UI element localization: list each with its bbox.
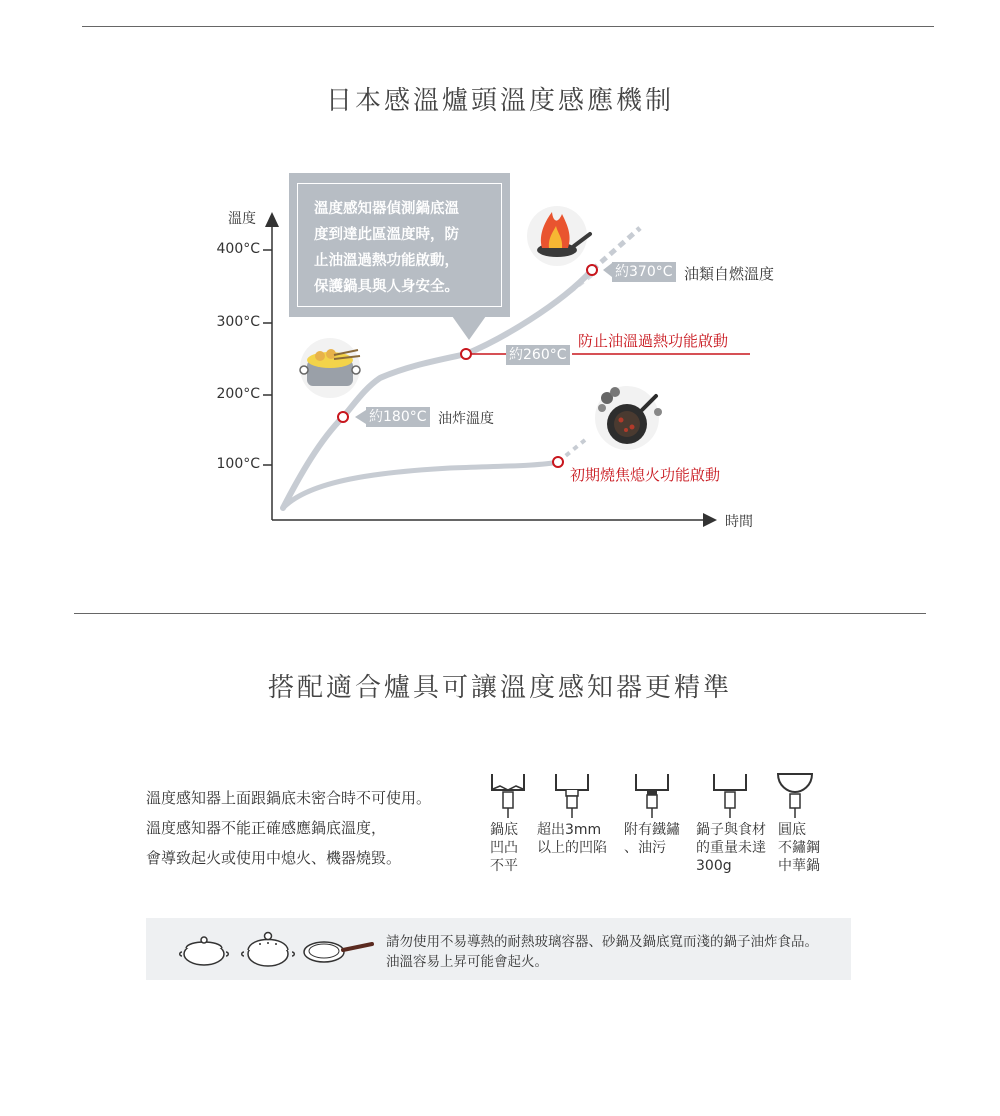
pan-caption-line: 鍋子與食材 <box>696 822 766 838</box>
notice-box <box>146 918 851 980</box>
y-tick-100: 100°C <box>216 456 260 472</box>
section1-title: 日本感溫爐頭溫度感應機制 <box>325 86 674 116</box>
callout-pointer <box>452 316 486 340</box>
pan-caption-line: 凹凸 <box>490 840 518 856</box>
glass-pot-icon <box>180 937 229 965</box>
x-axis-label: 時間 <box>725 514 753 530</box>
lower-curve <box>283 462 558 508</box>
shallow-pan-icon <box>304 942 372 962</box>
pan-caption-line: 、油污 <box>624 840 666 856</box>
callout-line: 度到達此區溫度時，防 <box>314 227 459 243</box>
tag-260: 約260°C <box>506 345 570 365</box>
pan-caption-dent <box>537 821 607 857</box>
dented-pan-icon <box>556 774 588 818</box>
section2-title: 搭配適合爐具可讓溫度感知器更精準 <box>267 673 732 703</box>
pan-caption-line: 圓底 <box>778 822 806 838</box>
rusty-pan-icon <box>636 774 668 818</box>
marker-260 <box>461 349 471 359</box>
wok-pan-icon <box>778 774 812 818</box>
pan-caption-line: 超出3mm <box>537 822 602 838</box>
tag-180: 約180°C <box>366 407 430 427</box>
y-axis-arrow <box>265 212 279 227</box>
lightweight-pan-icon <box>714 774 746 818</box>
marker-180 <box>338 412 348 422</box>
pan-caption-line: 鍋底 <box>490 822 518 838</box>
marker-370 <box>587 265 597 275</box>
notice-line: 請勿使用不易導熱的耐熱玻璃容器、砂鍋及鍋底寬而淺的鍋子油炸食品。 <box>386 934 818 950</box>
pan-caption-line: 的重量未達 <box>696 840 766 856</box>
sensor-callout <box>289 173 510 317</box>
y-tick-200: 200°C <box>216 386 260 402</box>
callout-line: 止油溫過熱功能啟動， <box>314 253 459 269</box>
label-autoignition: 油類自燃溫度 <box>684 265 775 283</box>
uneven-bottom-pan-icon <box>492 774 524 818</box>
pan-caption-line: 300g <box>696 858 732 874</box>
y-axis-label: 溫度 <box>228 211 256 227</box>
paragraph-line: 會導致起火或使用中熄火、機器燒毀。 <box>146 849 402 867</box>
pan-caption-line: 中華鍋 <box>778 858 820 874</box>
pan-caption-line: 不平 <box>490 858 518 874</box>
tag-pointer-370 <box>603 263 612 277</box>
paragraph-line: 溫度感知器上面跟鍋底未密合時不可使用。 <box>146 789 432 807</box>
label-overheat: 防止油溫過熱功能啟動 <box>578 332 729 350</box>
pan-caption-line: 不鏽鋼 <box>778 840 820 856</box>
x-axis-arrow <box>703 513 717 527</box>
cookware-icons <box>176 918 396 980</box>
marker-burn <box>553 457 563 467</box>
y-tick-400: 400°C <box>216 241 260 257</box>
tag-370: 約370°C <box>612 262 676 282</box>
callout-line: 溫度感知器偵測鍋底溫 <box>314 201 459 217</box>
y-tick-300: 300°C <box>216 314 260 330</box>
pan-caption-uneven <box>490 821 518 875</box>
pan-caption-line: 附有鐵鏽 <box>624 822 680 838</box>
label-frying-temp: 油炸溫度 <box>438 411 494 427</box>
notice-line: 油溫容易上昇可能會起火。 <box>386 954 548 970</box>
burnt-pan-icon <box>595 386 662 450</box>
label-burn-shutoff: 初期燒焦熄火功能啟動 <box>570 466 721 484</box>
paragraph-line: 溫度感知器不能正確感應鍋底溫度， <box>146 819 387 837</box>
tag-pointer-180 <box>355 410 366 424</box>
pan-caption-weight <box>696 821 766 875</box>
fire-pan-icon <box>527 206 590 266</box>
clay-pot-icon <box>242 933 295 967</box>
pan-caption-wok <box>778 821 820 875</box>
middle-divider <box>74 613 926 614</box>
notice-text <box>386 932 818 972</box>
pan-caption-rust <box>624 821 680 857</box>
pan-caption-line: 以上的凹陷 <box>537 840 607 856</box>
callout-line: 保護鍋具與人身安全。 <box>314 279 459 295</box>
fryer-pot-icon <box>300 338 360 398</box>
